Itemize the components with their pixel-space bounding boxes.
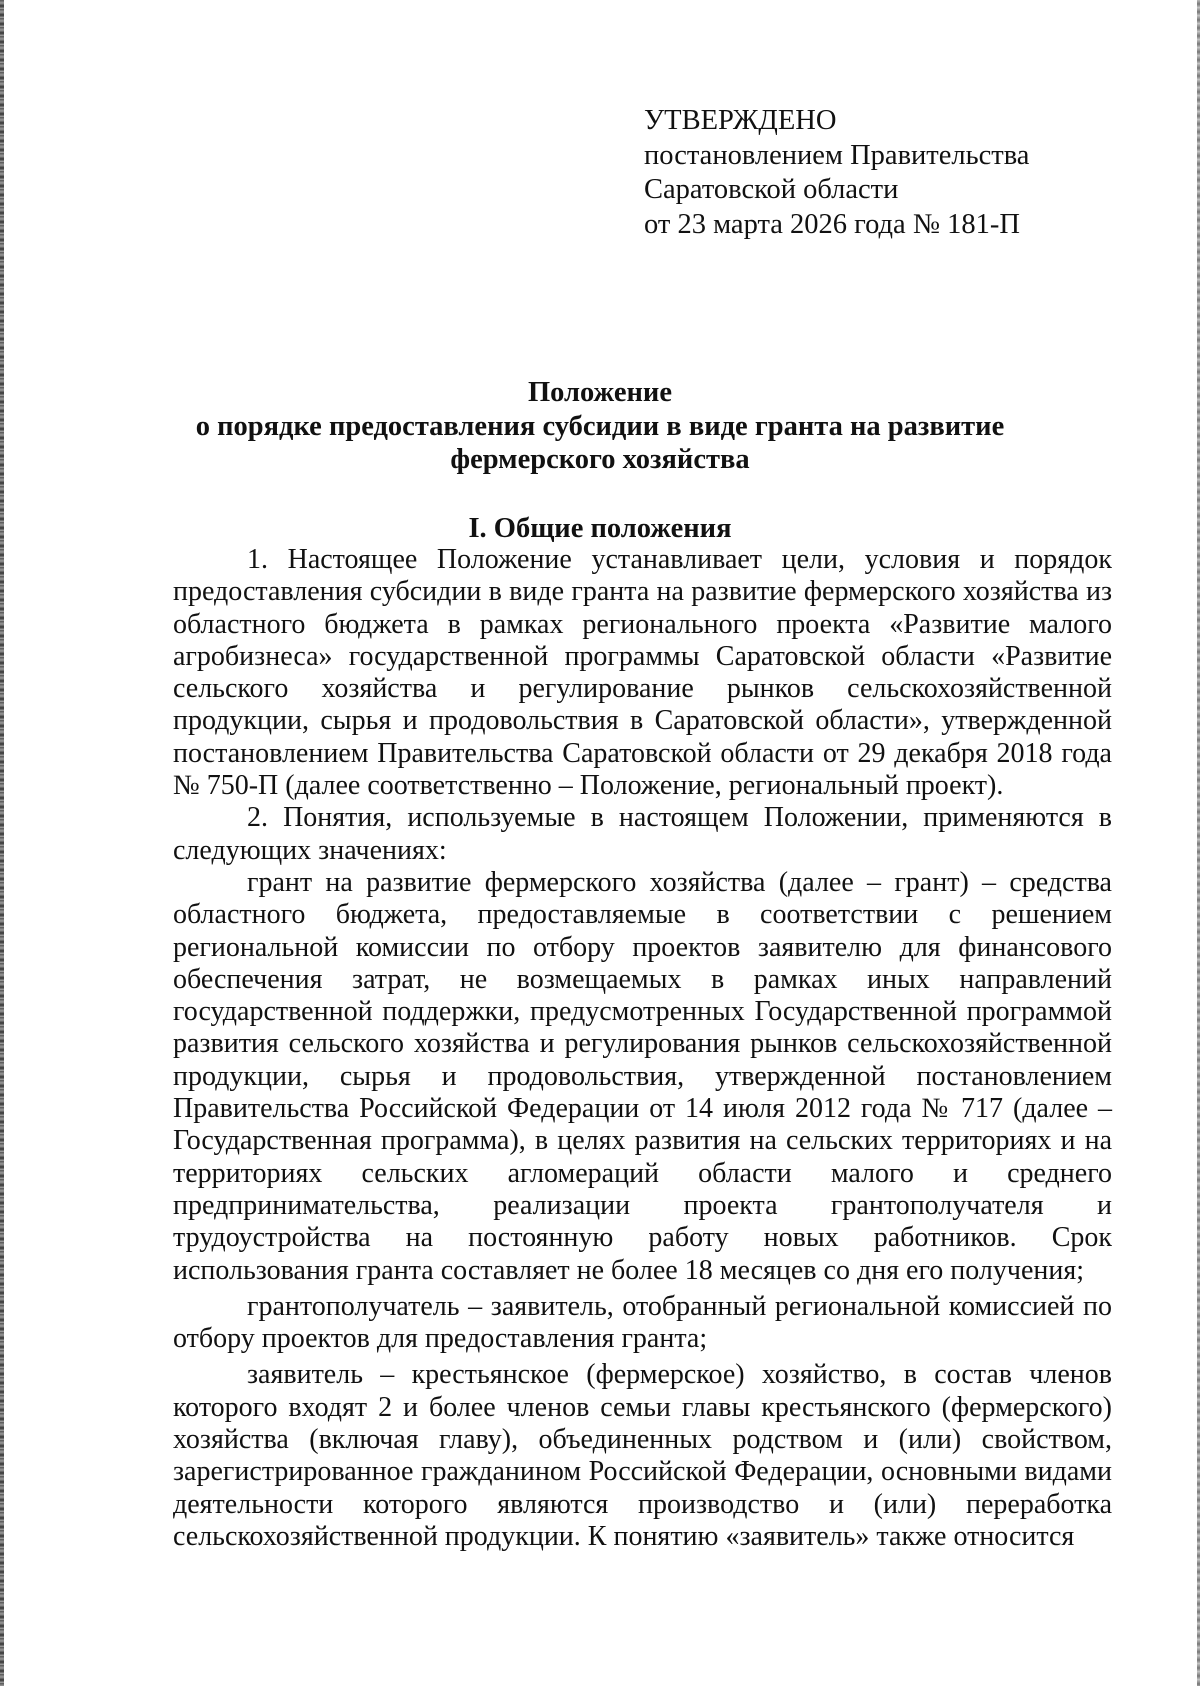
paragraph-3: грант на развитие фермерского хозяйства (далее – грант) – средства областного бюджета, предоставляемые в соответствии с решением региональной комиссии по отбору проектов заявителю для финансового обеспечения затрат, не возмещаемых в рамках иных направлений государственной поддержки, предусмотренных Государственной программой развития сельского хозяйства и регулирования рынков сельскохозяйственной продукции, сырья и продовольствия, утвержденной постановлением Правительства Российской Федерации от 14 июля 2012 года № 717 (далее – Государственная программа), в целях развития на сельских территориях и на территориях сельских агломераций области малого и среднего предпринимательства, реализации проекта грантополучателя и трудоустройства на постоянную работу новых работников. Срок использования гранта составляет не более 18 месяцев со дня его получения; [173,866,1112,1286]
approval-line-3: Саратовской области [644,174,899,205]
scan-edge-left [0,0,4,1686]
paragraph-5: заявитель – крестьянское (фермерское) хозяйство, в состав членов которого входят 2 и более членов семьи главы крестьянского (фермерского) хозяйства (включая главу), объединенных родством и (или) свойством, зарегистрированное гражданином Российской Федерации, основными видами деятельности которого являются производство и (или) переработка сельскохозяйственной продукции. К понятию «заявитель» также относится [173,1359,1112,1552]
document-body [173,544,1112,1553]
paragraph-1: 1. Настоящее Положение устанавливает цели, условия и порядок предоставления субсидии в виде гранта на развитие фермерского хозяйства из областного бюджета в рамках регионального проекта «Развитие малого агробизнеса» государственной программы Саратовской области «Развитие сельского хозяйства и регулирование рынков сельскохозяйственной продукции, сырья и продовольствия в Саратовской области», утвержденной постановлением Правительства Саратовской области от 29 декабря 2018 года № 750-П (далее соответственно – Положение, региональный проект). [173,544,1112,802]
title-line-1: Положение [527,377,672,408]
title-line-2: о порядке предоставления субсидии в виде гранта на развитие [195,410,1005,442]
document-title [0,376,1200,477]
approval-line-2: постановлением Правительства [644,139,1030,171]
title-line-3: фермерского хозяйства [450,444,750,475]
section-heading: I. Общие положения [468,513,732,544]
approval-line-4: от 23 марта 2026 года № 181-П [644,208,1020,240]
approval-line-1: УТВЕРЖДЕНО [644,105,837,136]
approval-stamp [644,104,1029,242]
paragraph-4: грантополучатель – заявитель, отобранный региональной комиссией по отбору проектов для предоставления гранта; [173,1290,1112,1355]
paragraph-2: 2. Понятия, используемые в настоящем Положении, применяются в следующих значениях: [173,802,1112,866]
